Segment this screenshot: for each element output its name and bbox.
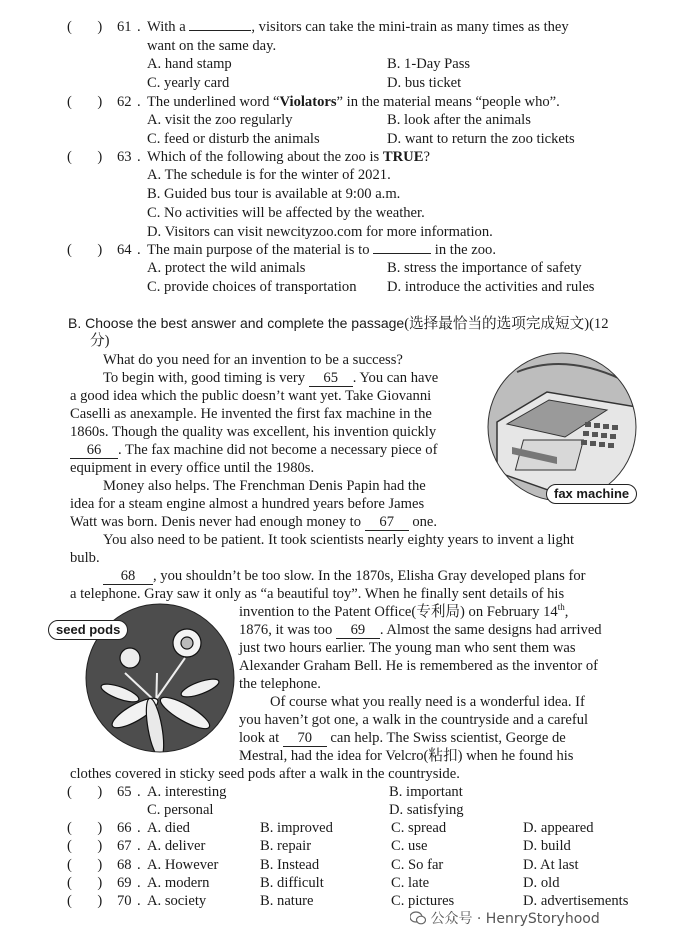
question-66: ( ) 66 . A. died B. improved C. spread D. appeared (67, 820, 594, 836)
option-d: D. Visitors can visit newcityzoo.com for more information. (147, 224, 493, 240)
passage-line: To begin with, good timing is very 65 . You can have (103, 370, 439, 386)
option-d: D. appeared (523, 820, 594, 836)
option-b: B. nature (260, 893, 314, 909)
passage-line: Money also helps. The Frenchman Denis Papin had the (103, 478, 426, 494)
option-b: B. Instead (260, 857, 320, 873)
question-67: ( ) 67 . A. deliver B. repair C. use D. build (67, 838, 571, 854)
passage-line: a good idea which the public doesn’t want yet. Take Giovanni (70, 388, 432, 404)
passage-line: a telephone. Gray saw it only as “a beautiful toy”. When he finally sent details of his (70, 586, 565, 602)
question-63: ( ) 63 . Which of the following about the zoo is TRUE? (67, 149, 430, 165)
answer-bracket[interactable]: ( ) (67, 857, 103, 873)
option-d: D. want to return the zoo tickets (387, 131, 575, 147)
fax-machine-label: fax machine (546, 484, 637, 504)
passage-line: look at 70 can help. The Swiss scientist, George de (239, 730, 566, 746)
answer-bracket[interactable]: ( ) (67, 242, 103, 258)
passage-line: invention to the Patent Office(专利局) on February 14th, (239, 602, 569, 620)
option-a: A. modern (147, 875, 210, 891)
question-number: 66 (117, 820, 132, 836)
option-a: A. hand stamp (147, 56, 232, 72)
option-b: B. look after the animals (387, 112, 531, 128)
question-stem: The underlined word “ (147, 94, 280, 110)
answer-bracket[interactable]: ( ) (67, 893, 103, 909)
question-65: ( ) 65 . A. interesting B. important (67, 784, 463, 800)
question-stem: The main purpose of the material is to (147, 242, 374, 258)
passage-line: 1860s. Though the quality was excellent, his invention quickly (70, 424, 437, 440)
question-68: ( ) 68 . A. However B. Instead C. So far D. At last (67, 857, 579, 873)
passage-line: just two hours earlier. The young man who sent them was (239, 640, 576, 656)
question-number: 69 (117, 875, 132, 891)
question-69: ( ) 69 . A. modern B. difficult C. late D. old (67, 875, 560, 891)
blank-67[interactable]: 67 (365, 515, 409, 531)
question-number: 63 (117, 149, 132, 165)
option-c: C. No activities will be affected by the weather. (147, 205, 425, 221)
answer-bracket[interactable]: ( ) (67, 784, 103, 800)
passage-line: Watt was born. Denis never had enough money to 67 one. (70, 514, 438, 530)
option-b: B. important (389, 784, 463, 800)
question-number: 62 (117, 94, 132, 110)
option-d: D. introduce the activities and rules (387, 279, 595, 295)
blank-65[interactable]: 65 (309, 371, 353, 387)
question-stem: With a (147, 19, 190, 35)
blank-66[interactable]: 66 (70, 443, 118, 459)
option-b: B. 1-Day Pass (387, 56, 471, 72)
passage-line: you haven’t got one, a walk in the countryside and a careful (239, 712, 589, 728)
option-a: A. The schedule is for the winter of 2021. (147, 167, 391, 183)
blank-70[interactable]: 70 (283, 731, 327, 747)
option-c: C. personal (147, 802, 214, 818)
answer-bracket[interactable]: ( ) (67, 149, 103, 165)
question-number: 68 (117, 857, 132, 873)
option-d: D. At last (523, 857, 579, 873)
answer-bracket[interactable]: ( ) (67, 838, 103, 854)
option-b: B. difficult (260, 875, 324, 891)
question-stem: Which of the following about the zoo is (147, 149, 383, 165)
wechat-icon (410, 911, 426, 925)
question-stem-line2: want on the same day. (147, 38, 277, 54)
option-c: C. So far (391, 857, 444, 873)
option-a: A. interesting (147, 784, 227, 800)
passage-line: 1876, it was too 69 . Almost the same designs had arrived (239, 622, 602, 638)
passage-line: the telephone. (239, 676, 321, 692)
passage-line: You also need to be patient. It took scientists nearly eighty years to invent a light (103, 532, 575, 548)
option-a: A. protect the wild animals (147, 260, 306, 276)
option-d: D. build (523, 838, 571, 854)
passage-line: equipment in every office until the 1980s. (70, 460, 315, 476)
blank-68[interactable]: 68 (103, 569, 153, 585)
question-number: 67 (117, 838, 132, 854)
option-b: B. Guided bus tour is available at 9:00 a.m. (147, 186, 401, 202)
question-number: 70 (117, 893, 132, 909)
question-number: 64 (117, 242, 132, 258)
answer-bracket[interactable]: ( ) (67, 19, 103, 35)
option-b: B. improved (260, 820, 333, 836)
option-c: C. late (391, 875, 430, 891)
question-number: 61 (117, 19, 132, 35)
passage-line: bulb. (70, 550, 100, 566)
option-d: D. old (523, 875, 560, 891)
option-a: A. visit the zoo regularly (147, 112, 293, 128)
option-c: C. pictures (391, 893, 455, 909)
option-c: C. feed or disturb the animals (147, 131, 320, 147)
answer-bracket[interactable]: ( ) (67, 820, 103, 836)
watermark: 公众号 · HenryStoryhood (410, 908, 600, 928)
answer-bracket[interactable]: ( ) (67, 875, 103, 891)
option-d: D. satisfying (389, 802, 464, 818)
option-d: D. bus ticket (387, 75, 462, 91)
section-b-heading: B. Choose the best answer and complete the passage(选择最恰当的选项完成短文)(12 (68, 315, 609, 332)
answer-bracket[interactable]: ( ) (67, 94, 103, 110)
option-c: C. provide choices of transportation (147, 279, 357, 295)
question-64: ( ) 64 . The main purpose of the material is to in the zoo. (67, 242, 496, 258)
option-d: D. advertisements (523, 893, 629, 909)
passage-line: Mestral, had the idea for Velcro(粘扣) when he found his (239, 748, 574, 764)
blank-69[interactable]: 69 (336, 623, 380, 639)
option-a: A. society (147, 893, 207, 909)
fax-machine-image (487, 352, 637, 502)
option-c: C. yearly card (147, 75, 230, 91)
passage-line: 66 . The fax machine did not become a necessary piece of (70, 441, 437, 459)
question-61: ( ) 61 . With a , visitors can take the mini-train as many times as they (67, 19, 569, 35)
passage-line: What do you need for an invention to be a success? (103, 352, 403, 368)
passage-line: Of course what you really need is a wonderful idea. If (270, 694, 585, 710)
option-a: A. However (147, 857, 219, 873)
section-b-heading-line2: 分) (90, 333, 110, 349)
option-b: B. stress the importance of safety (387, 260, 582, 276)
option-a: A. died (147, 820, 190, 836)
option-b: B. repair (260, 838, 312, 854)
question-70: ( ) 70 . A. society B. nature C. pictures D. advertisements (67, 893, 629, 909)
question-number: 65 (117, 784, 132, 800)
passage-line: Caselli as anexample. He invented the first fax machine in the (70, 406, 432, 422)
passage-line: Alexander Graham Bell. He is remembered as the inventor of (239, 658, 599, 674)
seed-pods-label: seed pods (48, 620, 128, 640)
passage-line: 68 , you shouldn’t be too slow. In the 1870s, Elisha Gray developed plans for (103, 567, 585, 585)
option-c: C. spread (391, 820, 447, 836)
passage-line: idea for a steam engine almost a hundred years before James (70, 496, 425, 512)
option-a: A. deliver (147, 838, 206, 854)
option-c: C. use (391, 838, 428, 854)
question-62: ( ) 62 . The underlined word “Violators” in the material means “people who”. (67, 94, 560, 110)
passage-line: clothes covered in sticky seed pods after a walk in the countryside. (70, 766, 460, 782)
